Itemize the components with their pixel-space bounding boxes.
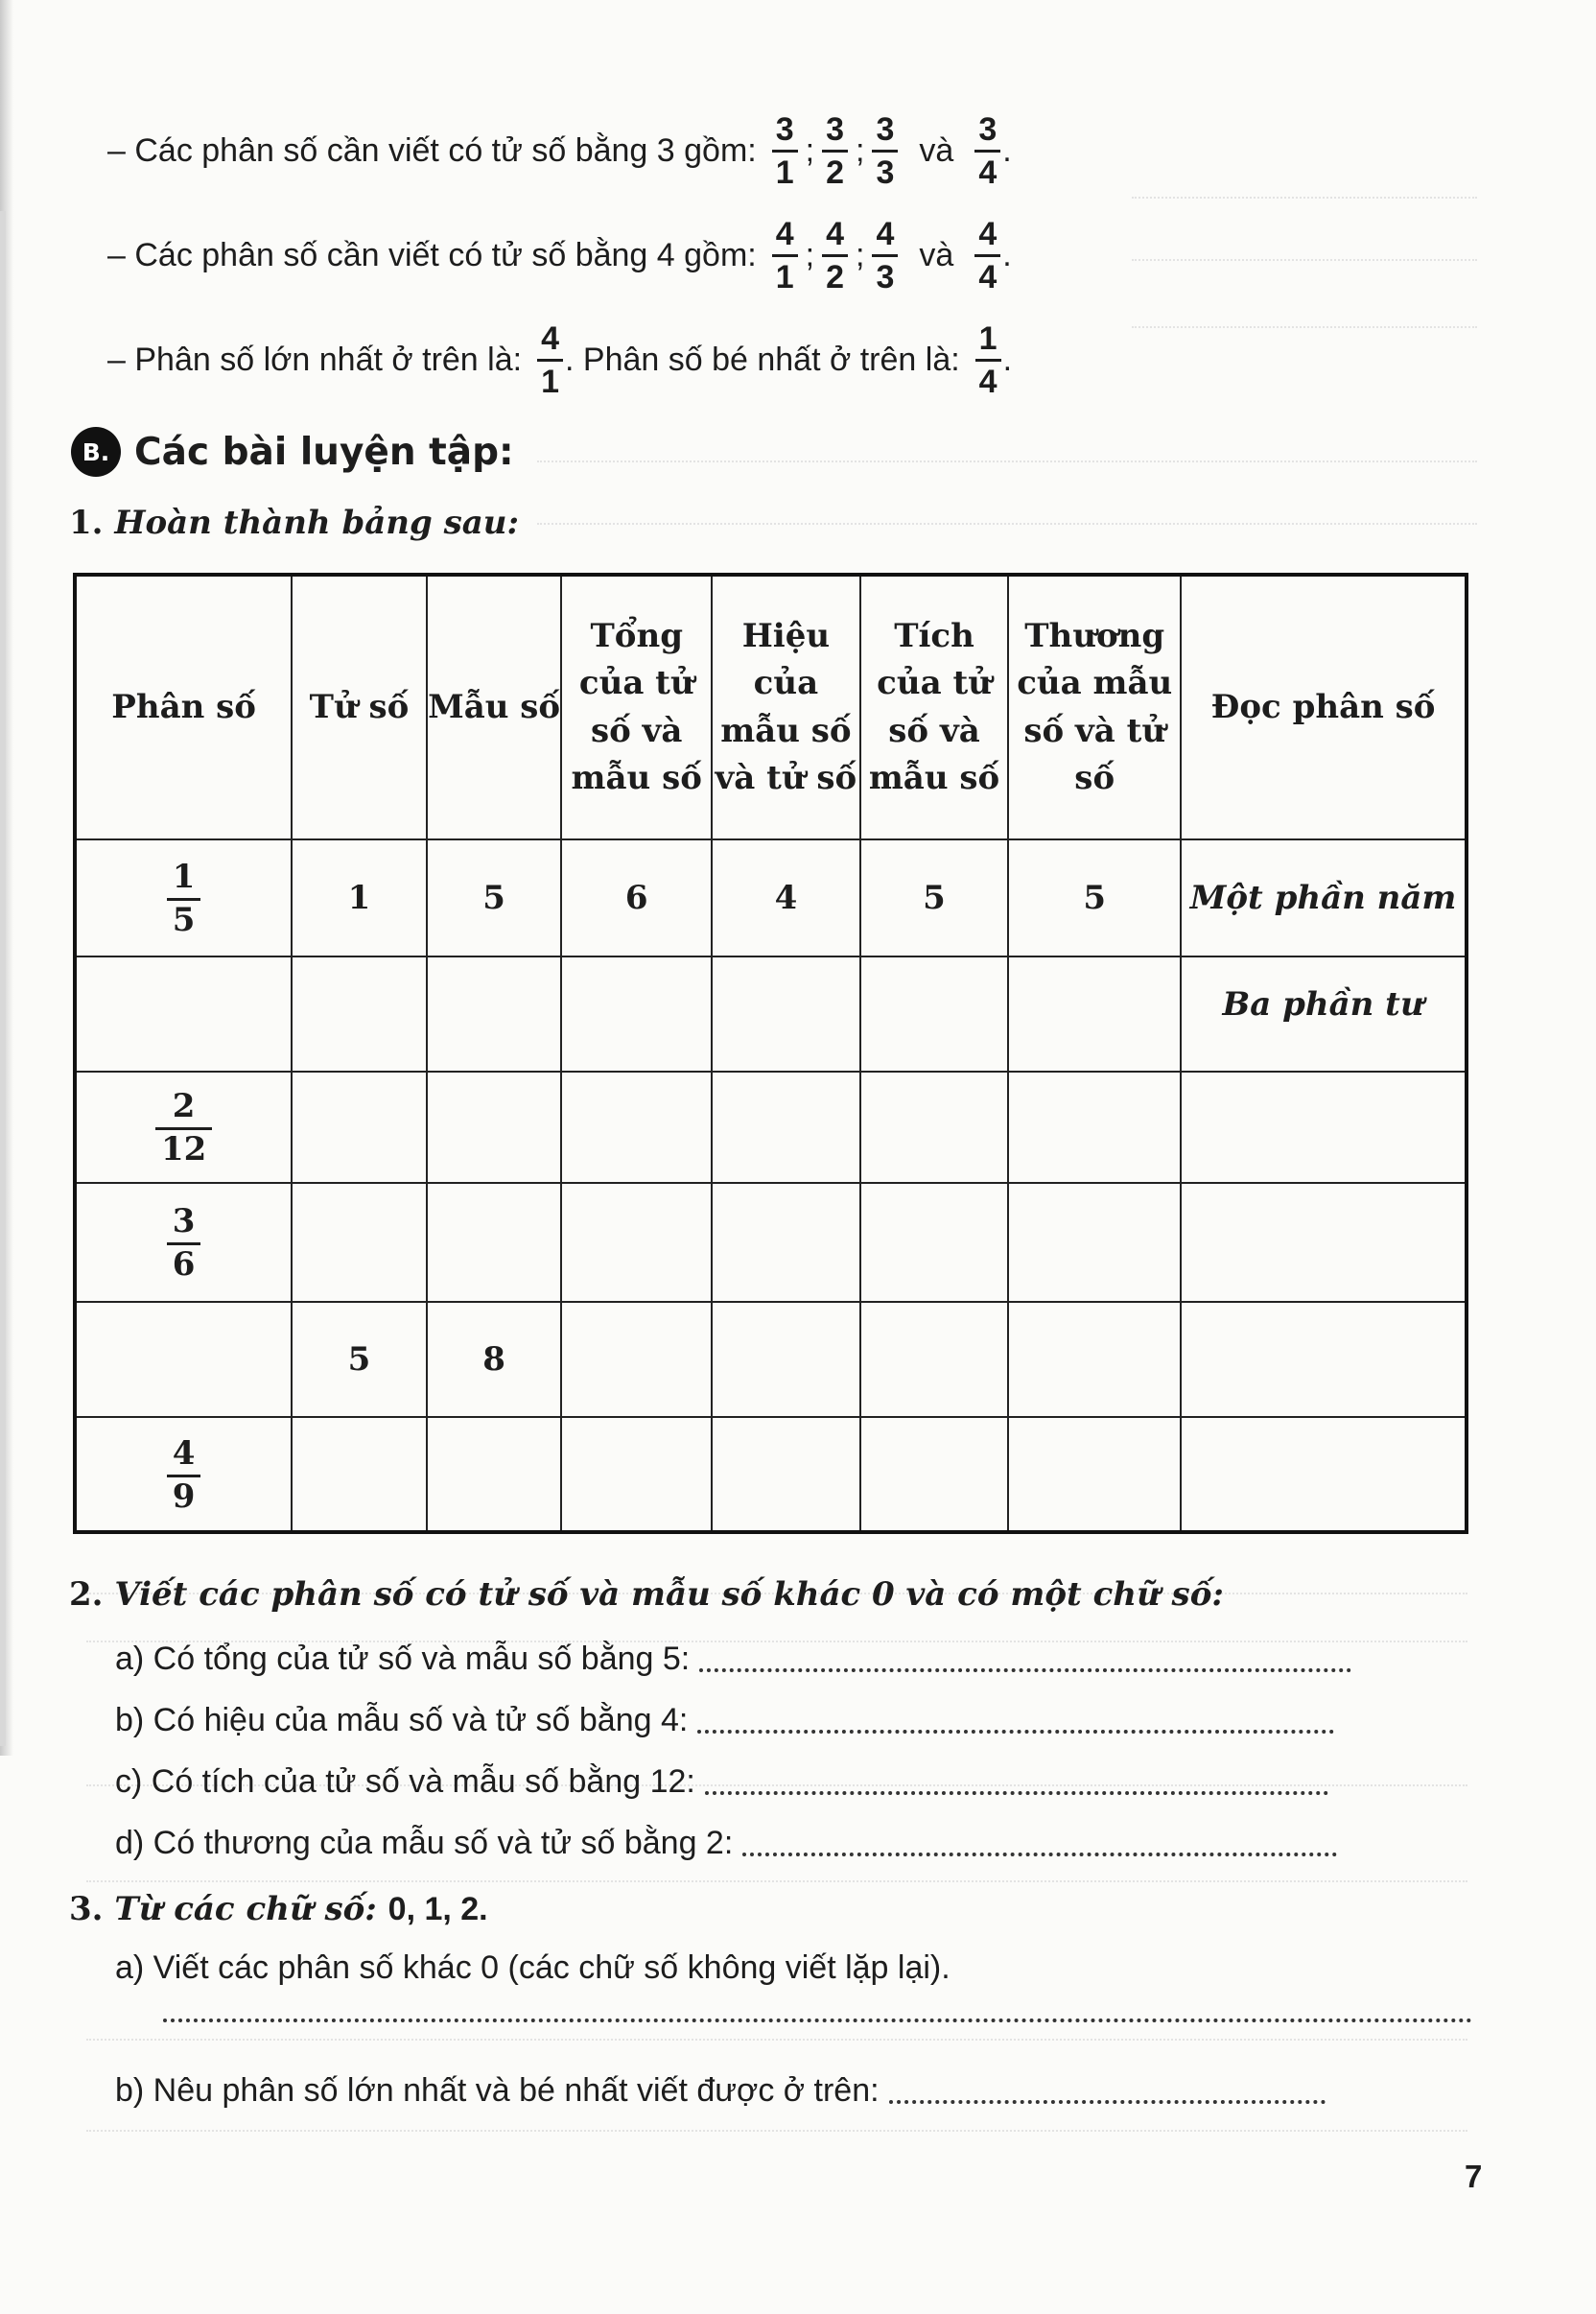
answer-line[interactable] <box>705 1783 1328 1795</box>
cell-hieu[interactable] <box>712 1072 860 1183</box>
task-2-title: Viết các phân số có tử số và mẫu số khác 0 và có một chữ số: <box>114 1575 1224 1614</box>
header-hieu: Hiệu của mẫu số và tử số <box>712 575 860 839</box>
cell-doc: Một phần năm <box>1181 839 1467 956</box>
cell-hieu[interactable] <box>712 1302 860 1417</box>
cell-tong: 6 <box>561 839 712 956</box>
cell-tich[interactable] <box>860 1417 1009 1532</box>
header-tong: Tổng của tử số và mẫu số <box>561 575 712 839</box>
task-1-title: Hoàn thành bảng sau: <box>114 504 520 542</box>
cell-hieu[interactable] <box>712 1183 860 1302</box>
cell-fraction: $\frac{1}{5}$ <box>75 839 292 956</box>
cell-fraction: $\frac{3}{6}$ <box>75 1183 292 1302</box>
answer-line[interactable] <box>697 1722 1334 1734</box>
cell-tich[interactable] <box>860 1183 1009 1302</box>
cell-hieu: 4 <box>712 839 860 956</box>
task-2-item-d-text: d) Có thương của mẫu số và tử số bằng 2: <box>115 1825 734 1861</box>
cell-doc[interactable] <box>1181 1302 1467 1417</box>
fraction: $\frac{4}{4}$ <box>974 218 1000 294</box>
exercise-table <box>73 573 1468 1534</box>
task-2-item-c-text: c) Có tích của tử số và mẫu số bằng 12: <box>115 1763 695 1800</box>
fraction: $\frac{4}{1}$ <box>772 218 798 294</box>
conjunction: và <box>919 132 954 169</box>
cell-tu-so: 1 <box>292 839 426 956</box>
cell-thuong[interactable] <box>1008 1302 1181 1417</box>
task-3-item-a-text: a) Viết các phân số khác 0 (các chữ số không viết lặp lại). <box>115 1949 951 1986</box>
task-3-item-b-text: b) Nêu phân số lớn nhất và bé nhất viết được ở trên: <box>115 2072 880 2109</box>
table-row <box>75 956 1467 1072</box>
task-2-item-c <box>115 1763 1328 1801</box>
task-3-heading <box>69 1890 488 1928</box>
task-3-number: 3. <box>69 1890 104 1928</box>
intro-line-1: – Các phân số cần viết có tử số bằng 3 gồm: $\frac{3}{1}$ ; $\frac{3}{2}$ ; $\frac{3}{3}$ và $\frac{3}{4}$ . <box>107 111 1012 191</box>
cell-thuong: 5 <box>1008 839 1181 956</box>
task-2-item-d <box>115 1825 1337 1862</box>
intro-line-1-text: – Các phân số cần viết có tử số bằng 3 gồm: <box>107 132 757 169</box>
cell-mau-so[interactable] <box>427 1417 562 1532</box>
cell-mau-so: 8 <box>427 1302 562 1417</box>
intro-line-2: – Các phân số cần viết có tử số bằng 4 gồm: $\frac{4}{1}$ ; $\frac{4}{2}$ ; $\frac{4}{3}$ và $\frac{4}{4}$ . <box>107 216 1012 295</box>
task-2-item-b <box>115 1702 1334 1739</box>
page-number: 7 <box>1465 2159 1483 2194</box>
header-phan-so: Phân số <box>75 575 292 839</box>
table-row <box>75 1072 1467 1183</box>
table-header-row <box>75 575 1467 839</box>
answer-line[interactable] <box>742 1845 1337 1856</box>
cell-mau-so: 5 <box>427 839 562 956</box>
fraction: $\frac{4}{1}$ <box>537 322 563 398</box>
header-doc-phan-so: Đọc phân số <box>1181 575 1467 839</box>
task-2-heading <box>69 1575 1224 1614</box>
cell-fraction: $\frac{2}{12}$ <box>75 1072 292 1183</box>
intro-line-3: – Phân số lớn nhất ở trên là: $\frac{4}{1}$ . Phân số bé nhất ở trên là: $\frac{1}{4}$ . <box>107 320 1013 400</box>
conjunction: và <box>919 237 954 273</box>
task-2-item-a-text: a) Có tổng của tử số và mẫu số bằng 5: <box>115 1641 691 1677</box>
intro-line-3-text-a: – Phân số lớn nhất ở trên là: <box>107 342 523 378</box>
header-mau-so: Mẫu số <box>427 575 562 839</box>
fraction: $\frac{3}{1}$ <box>772 113 798 189</box>
task-3-title: Từ các chữ số: <box>114 1890 377 1928</box>
cell-tich[interactable] <box>860 1072 1009 1183</box>
table-row <box>75 1302 1467 1417</box>
cell-thuong[interactable] <box>1008 1072 1181 1183</box>
section-b-badge: B. <box>71 427 121 477</box>
cell-mau-so[interactable] <box>427 1183 562 1302</box>
header-tich: Tích của tử số và mẫu số <box>860 575 1009 839</box>
cell-hieu[interactable] <box>712 1417 860 1532</box>
task-2-number: 2. <box>69 1575 104 1614</box>
cell-tong[interactable] <box>561 1302 712 1417</box>
cell-tu-so[interactable] <box>292 956 426 1072</box>
table-row <box>75 839 1467 956</box>
cell-tich[interactable] <box>860 1302 1009 1417</box>
task-3-item-a-answer <box>163 2011 1472 2028</box>
table-row <box>75 1417 1467 1532</box>
cell-tong[interactable] <box>561 1417 712 1532</box>
task-3-item-a <box>115 1949 951 1987</box>
cell-fraction: $\frac{4}{9}$ <box>75 1417 292 1532</box>
answer-line[interactable] <box>163 2011 1472 2022</box>
fraction: $\frac{4}{2}$ <box>822 218 848 294</box>
fraction: $\frac{4}{3}$ <box>872 218 898 294</box>
cell-tu-so[interactable] <box>292 1183 426 1302</box>
cell-tong[interactable] <box>561 1183 712 1302</box>
cell-fraction[interactable] <box>75 1302 292 1417</box>
cell-doc: Ba phần tư <box>1181 956 1467 1072</box>
section-b-title: Các bài luyện tập: <box>134 430 514 474</box>
intro-line-3-text-b: . Phân số bé nhất ở trên là: <box>565 342 960 378</box>
cell-fraction[interactable] <box>75 956 292 1072</box>
fraction: $\frac{3}{3}$ <box>872 113 898 189</box>
cell-doc[interactable] <box>1181 1072 1467 1183</box>
cell-hieu[interactable] <box>712 956 860 1072</box>
task-1-heading <box>69 504 519 542</box>
cell-thuong[interactable] <box>1008 956 1181 1072</box>
cell-tu-so[interactable] <box>292 1417 426 1532</box>
task-2-item-a <box>115 1641 1351 1678</box>
task-3-digits: 0, 1, 2. <box>387 1891 488 1927</box>
intro-line-2-text: – Các phân số cần viết có tử số bằng 4 gồm: <box>107 237 757 273</box>
cell-tu-so: 5 <box>292 1302 426 1417</box>
fraction: $\frac{1}{4}$ <box>975 322 1001 398</box>
cell-thuong[interactable] <box>1008 1417 1181 1532</box>
answer-line[interactable] <box>699 1661 1351 1672</box>
cell-mau-so[interactable] <box>427 956 562 1072</box>
fraction: $\frac{3}{4}$ <box>974 113 1000 189</box>
cell-thuong[interactable] <box>1008 1183 1181 1302</box>
page-edge-shadow-inner <box>0 211 6 1746</box>
header-tu-so: Tử số <box>292 575 426 839</box>
answer-line[interactable] <box>889 2092 1326 2104</box>
cell-tong[interactable] <box>561 1072 712 1183</box>
cell-mau-so[interactable] <box>427 1072 562 1183</box>
cell-tong[interactable] <box>561 956 712 1072</box>
cell-tu-so[interactable] <box>292 1072 426 1183</box>
cell-tich[interactable] <box>860 956 1009 1072</box>
table-row <box>75 1183 1467 1302</box>
task-2-item-b-text: b) Có hiệu của mẫu số và tử số bằng 4: <box>115 1702 689 1738</box>
task-3-item-b <box>115 2072 1326 2110</box>
cell-doc[interactable] <box>1181 1417 1467 1532</box>
fraction: $\frac{3}{2}$ <box>822 113 848 189</box>
section-b-heading <box>71 427 514 477</box>
cell-tich: 5 <box>860 839 1009 956</box>
task-1-number: 1. <box>69 504 104 542</box>
header-thuong: Thương của mẫu số và tử số <box>1008 575 1181 839</box>
cell-doc[interactable] <box>1181 1183 1467 1302</box>
